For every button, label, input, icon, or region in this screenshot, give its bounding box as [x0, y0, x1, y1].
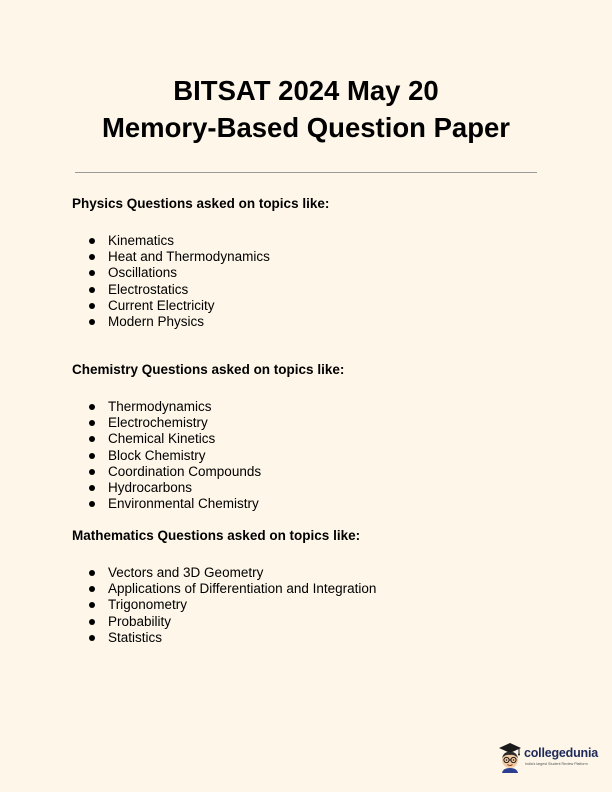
mathematics-topic-list: [72, 565, 572, 646]
list-item: Probability: [72, 614, 572, 630]
list-item: Oscillations: [72, 265, 572, 281]
chemistry-topic-list: [72, 399, 572, 512]
list-item: Modern Physics: [72, 314, 572, 330]
brand-name: collegedunia: [524, 746, 599, 760]
bullet-icon: [89, 469, 95, 475]
list-item: Trigonometry: [72, 597, 572, 613]
list-item: Block Chemistry: [72, 448, 572, 464]
bullet-icon: [89, 238, 95, 244]
bullet-icon: [89, 570, 95, 576]
bullet-icon: [89, 453, 95, 459]
bullet-icon: [89, 303, 95, 309]
chemistry-heading: Chemistry Questions asked on topics like:: [72, 362, 345, 377]
list-item: Kinematics: [72, 233, 572, 249]
list-item: Hydrocarbons: [72, 480, 572, 496]
collegedunia-logo: [496, 741, 606, 775]
collegedunia-mascot-icon: [496, 741, 524, 773]
mathematics-section: [72, 528, 572, 646]
bullet-icon: [89, 619, 95, 625]
title-divider: [75, 172, 537, 173]
bullet-icon: [89, 602, 95, 608]
list-item: Thermodynamics: [72, 399, 572, 415]
bullet-icon: [89, 501, 95, 507]
bullet-icon: [89, 254, 95, 260]
list-item: Electrochemistry: [72, 415, 572, 431]
list-item: Electrostatics: [72, 282, 572, 298]
title-line-1: BITSAT 2024 May 20: [173, 75, 439, 106]
list-item: Environmental Chemistry: [72, 496, 572, 512]
brand-tagline: India's largest Student Review Platform: [525, 762, 588, 766]
physics-heading: Physics Questions asked on topics like:: [72, 196, 330, 211]
physics-section: [72, 196, 572, 330]
list-item: Chemical Kinetics: [72, 431, 572, 447]
list-item: Applications of Differentiation and Integration: [72, 581, 572, 597]
list-item: Statistics: [72, 630, 572, 646]
title-line-2: Memory-Based Question Paper: [101, 112, 511, 143]
bullet-icon: [89, 420, 95, 426]
mathematics-heading: Mathematics Questions asked on topics like:: [72, 528, 361, 543]
bullet-icon: [89, 586, 95, 592]
bullet-icon: [89, 635, 95, 641]
list-item: Current Electricity: [72, 298, 572, 314]
list-item: Heat and Thermodynamics: [72, 249, 572, 265]
bullet-icon: [89, 436, 95, 442]
bullet-icon: [89, 287, 95, 293]
bullet-icon: [89, 319, 95, 325]
bullet-icon: [89, 270, 95, 276]
list-item: Coordination Compounds: [72, 464, 572, 480]
chemistry-section: [72, 362, 572, 512]
bullet-icon: [89, 404, 95, 410]
physics-topic-list: [72, 233, 572, 330]
page-title: [0, 72, 612, 146]
bullet-icon: [89, 485, 95, 491]
list-item: Vectors and 3D Geometry: [72, 565, 572, 581]
